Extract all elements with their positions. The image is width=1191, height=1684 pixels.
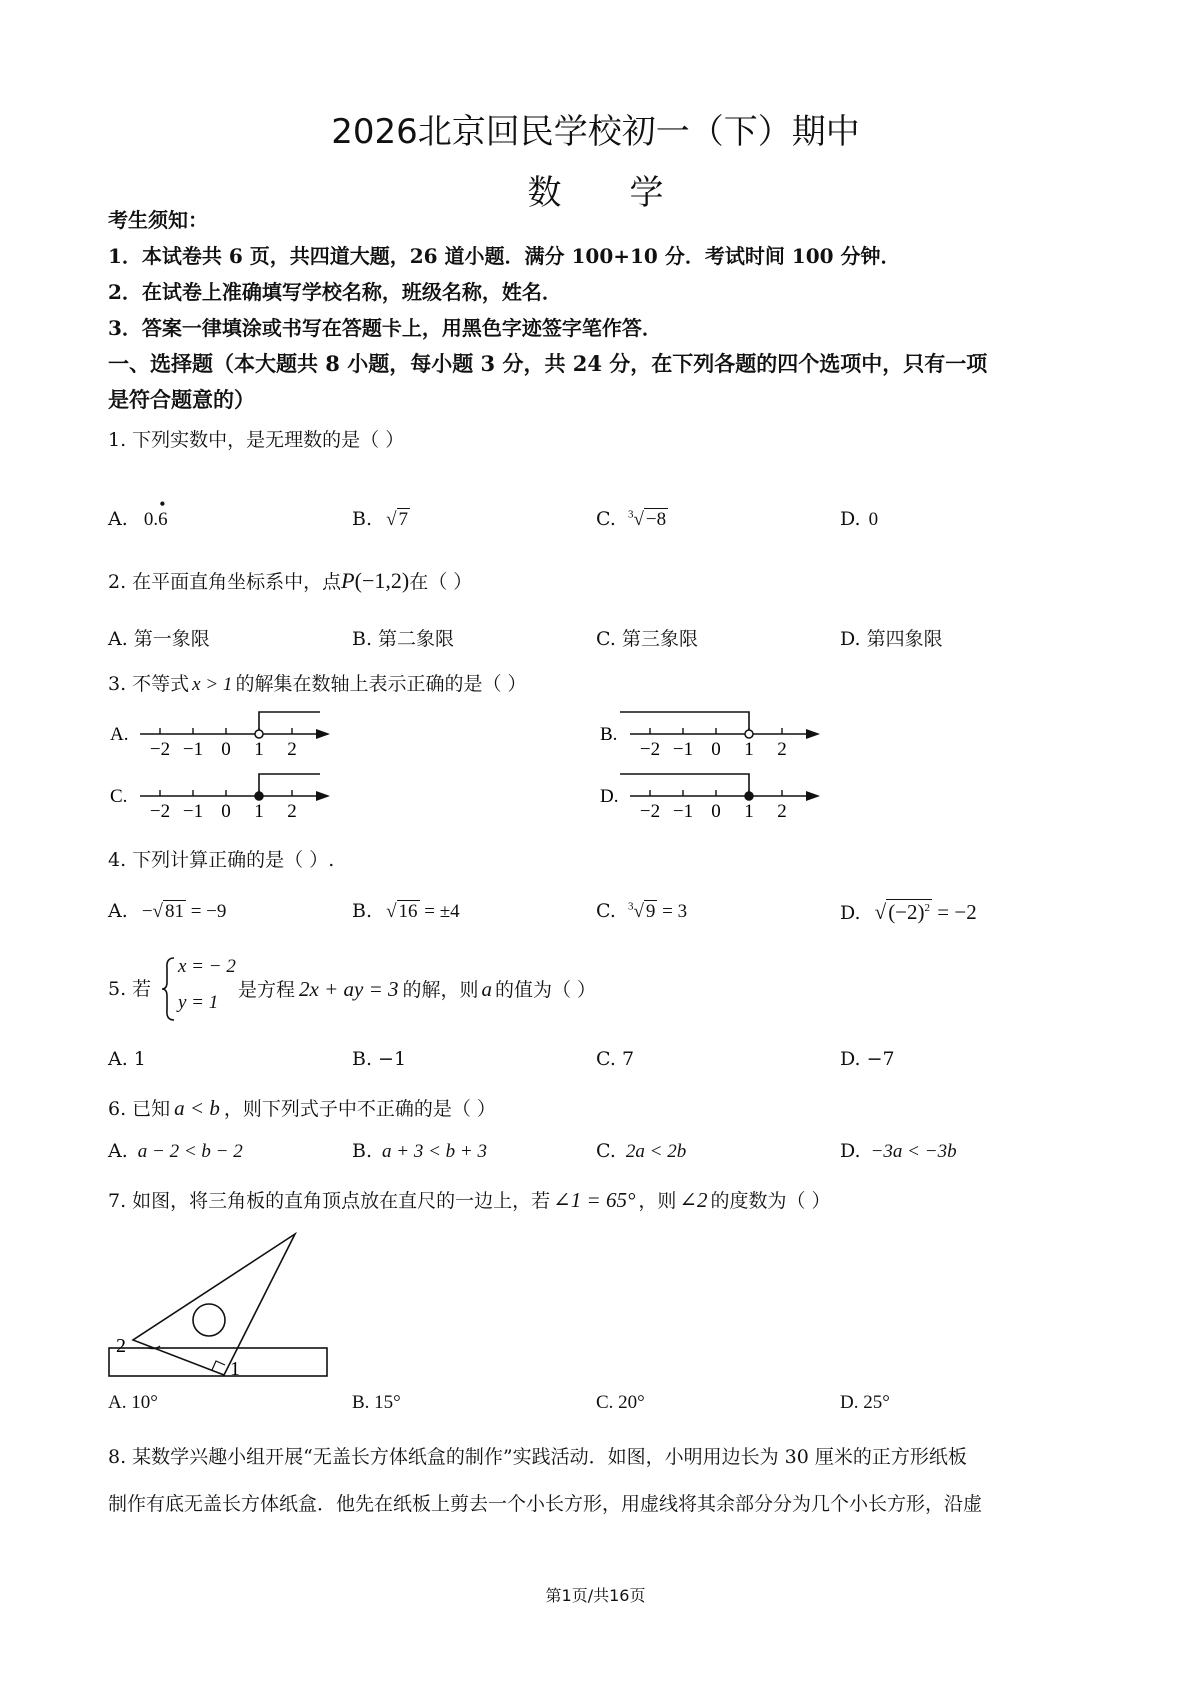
- repeating-decimal: 0.6: [143, 509, 168, 530]
- tick-label: −2: [639, 739, 661, 760]
- open-dot-icon: [255, 730, 263, 738]
- q2-option-b: B. 第二象限: [352, 628, 455, 650]
- q7-stem: [108, 1186, 831, 1215]
- q3-option-d-label: D.: [600, 786, 619, 807]
- axis-arrow-icon: [316, 729, 330, 739]
- q6-option-a: [108, 1140, 243, 1163]
- q5-option-b: B. −1: [352, 1048, 407, 1070]
- radicand: 16: [398, 901, 418, 922]
- q6-option-d-label: D.: [840, 1140, 861, 1162]
- axis-arrow-icon: [806, 729, 820, 739]
- angle-2: ∠2: [679, 1188, 708, 1212]
- tick-label: 1: [744, 801, 754, 822]
- q3-stem: [108, 670, 526, 699]
- q6-option-c: [596, 1140, 686, 1163]
- q4-option-a-expr: −√ 81 = −9: [141, 901, 227, 922]
- q8-stem-line-1: 8. 某数学兴趣小组开展“无盖长方体纸盒的制作”实践活动．如图，小明用边长为 30 厘米的正方形纸板: [108, 1446, 967, 1468]
- q5-option-c: C. 7: [596, 1048, 635, 1070]
- system-brace-icon: [160, 956, 176, 1022]
- axis-arrow-icon: [316, 791, 330, 801]
- q2-stem-pre: 2. 在平面直角坐标系中，点: [108, 571, 342, 593]
- q3-stem-post: 的解集在数轴上表示正确的是（ ）: [235, 673, 527, 695]
- subject-char-2: 学: [629, 173, 664, 213]
- q7-option-d: D. 25°: [840, 1392, 890, 1413]
- tick-label: 2: [287, 801, 297, 822]
- q6-option-d-value: −3a < −3b: [870, 1141, 957, 1162]
- q6-option-b-label: B.: [352, 1140, 373, 1162]
- q4-option-a-label: A.: [108, 900, 128, 922]
- tick-label: −1: [182, 739, 204, 760]
- q4-option-d-expr: $√(-2)^2 = -2$: [874, 900, 977, 924]
- q1-option-c-label: C.: [596, 508, 616, 530]
- q5-stem-post-b: 的值为（ ）: [495, 979, 597, 1001]
- notice-item-3: 3．答案一律填涂或书写在答题卡上，用黑色字迹签字笔作答．: [108, 316, 662, 340]
- root-index: 3: [627, 900, 634, 913]
- q1-stem: 1. 下列实数中，是无理数的是（ ）: [108, 429, 405, 451]
- q7-option-a: A. 10°: [108, 1392, 158, 1413]
- q4-option-b: [352, 900, 460, 923]
- tick-label: 0: [221, 801, 231, 822]
- tick-label: 2: [777, 801, 787, 822]
- tick-label: 0: [711, 801, 721, 822]
- q6-option-b-value: a + 3 < b + 3: [382, 1141, 487, 1162]
- q4-option-b-result: = ±4: [419, 901, 460, 922]
- tick-label: −2: [149, 801, 171, 822]
- q4-option-b-expr: √ 16 = ±4: [386, 901, 460, 922]
- root-index: 3: [627, 508, 634, 521]
- triangle-hole-icon: [193, 1304, 225, 1336]
- q5-num: 5. 若: [108, 978, 152, 1000]
- angle-1-label: 1: [230, 1358, 240, 1380]
- q4-option-d: [840, 900, 977, 925]
- tick-label: 1: [744, 739, 754, 760]
- radicand: 9: [645, 901, 656, 922]
- radicand: [886, 899, 932, 924]
- q5-stem-mid: 是方程: [238, 979, 296, 1001]
- cube-root-expression: $^3$√ −8: [627, 508, 667, 530]
- radicand: 81: [164, 901, 184, 922]
- q4-option-a: [108, 900, 226, 923]
- q8-stem-line-2: 制作有底无盖长方体纸盒．他先在纸板上剪去一个小长方形，用虚线将其余部分分为几个小长方形，沿虚: [108, 1493, 983, 1515]
- q3-stem-pre: 3. 不等式: [108, 673, 190, 695]
- section-1-heading: 一、选择题（本大题共 8 小题，每小题 3 分，共 24 分，在下列各题的四个选项中，只有一项: [108, 351, 988, 376]
- q4-option-c: [596, 900, 687, 923]
- closed-dot-icon: [745, 792, 753, 800]
- point-name: P: [341, 568, 355, 593]
- right-angle-mark-icon: [212, 1361, 225, 1370]
- radicand: −8: [645, 509, 667, 530]
- system-eq-2: y = 1: [178, 992, 219, 1013]
- q3-option-b-label: B.: [600, 724, 618, 745]
- q5-option-d: D. −7: [840, 1048, 895, 1070]
- tick-label: −1: [672, 739, 694, 760]
- q1-option-a: [108, 494, 168, 531]
- q2-stem-post: 在（ ）: [409, 571, 473, 593]
- q6-option-a-label: A.: [108, 1140, 128, 1162]
- q1-option-b-label: B.: [352, 508, 373, 530]
- q1-option-d: [840, 508, 878, 531]
- closed-dot-icon: [255, 792, 263, 800]
- q2-stem: [108, 567, 472, 596]
- q1-option-d-value: 0: [868, 509, 879, 530]
- solution-ray: [259, 774, 320, 796]
- axis-arrow-icon: [806, 791, 820, 801]
- tick-label: 2: [287, 739, 297, 760]
- q7-option-c: C. 20°: [596, 1392, 645, 1413]
- condition: a < b: [174, 1096, 220, 1120]
- point-coords: (−1,2): [354, 568, 410, 593]
- repeat-dot-icon: •: [159, 494, 166, 514]
- q2-option-d: D. 第四象限: [840, 628, 943, 650]
- q6-option-a-value: a − 2 < b − 2: [137, 1141, 243, 1162]
- q1-option-d-label: D.: [840, 508, 861, 530]
- q4-stem: 4. 下列计算正确的是（ ）.: [108, 849, 335, 871]
- q3-option-a-label: A.: [110, 724, 129, 745]
- q7-figure: [100, 1224, 340, 1390]
- tick-label: 1: [254, 739, 264, 760]
- q4-option-b-label: B.: [352, 900, 373, 922]
- system-eq-1: x = − 2: [178, 956, 236, 977]
- variable-a: a: [481, 977, 493, 1001]
- q6-option-d: [840, 1140, 957, 1163]
- q7-stem-mid: ，则: [638, 1190, 677, 1212]
- tick-label: 0: [221, 739, 231, 760]
- q4-option-c-result: = 3: [657, 901, 688, 922]
- q6-option-b: [352, 1140, 487, 1163]
- tick-label: −2: [639, 801, 661, 822]
- q4-option-c-label: C.: [596, 900, 616, 922]
- q1-option-c: [596, 508, 668, 531]
- q5-option-a: A. 1: [108, 1048, 146, 1070]
- tick-label: −1: [182, 801, 204, 822]
- notice-item-1: 1．本试卷共 6 页，共四道大题，26 道小题．满分 100+10 分．考试时间 100 分钟．: [108, 244, 901, 268]
- inequality: x > 1: [192, 674, 233, 695]
- tick-label: 1: [254, 801, 264, 822]
- solution-ray: [259, 712, 320, 734]
- q6-option-c-label: C.: [596, 1140, 616, 1162]
- q2-option-a: A. 第一象限: [108, 628, 210, 650]
- q4-option-c-expr: $^3$√ 9 = 3: [627, 900, 688, 922]
- q6-stem-post: ，则下列式子中不正确的是（ ）: [223, 1098, 496, 1120]
- angle-1: ∠1 = 65°: [553, 1188, 636, 1212]
- exam-title: 2026北京回民学校初一（下）期中: [331, 112, 860, 152]
- base: (−2): [888, 900, 925, 924]
- q4-option-a-result: = −9: [185, 901, 227, 922]
- notice-item-2: 2．在试卷上准确填写学校名称，班级名称，姓名．: [108, 280, 562, 304]
- tick-label: −2: [149, 739, 171, 760]
- solution-ray: [620, 712, 749, 734]
- tick-label: −1: [672, 801, 694, 822]
- page-number: 第1页/共16页: [545, 1586, 646, 1605]
- q6-stem: [108, 1094, 496, 1123]
- q4-option-d-label: D.: [840, 902, 861, 924]
- q1-option-a-value: [143, 494, 168, 530]
- notice-heading: 考生须知：: [108, 208, 208, 232]
- section-1-heading-cont: 是符合题意的）: [108, 387, 255, 412]
- radicand: 7: [398, 509, 408, 530]
- q3-number-lines: [100, 700, 860, 830]
- q5-stem-rest: [238, 975, 596, 1002]
- q2-option-c: C. 第三象限: [596, 628, 698, 650]
- open-dot-icon: [745, 730, 753, 738]
- q6-stem-pre: 6. 已知: [108, 1098, 171, 1120]
- equation: 2x + ay = 3: [299, 977, 399, 1001]
- exponent: 2: [924, 902, 931, 914]
- subject-char-1: 数: [527, 173, 562, 213]
- q5-stem-post-a: 的解，则: [402, 979, 479, 1001]
- q6-option-c-value: 2a < 2b: [625, 1141, 687, 1162]
- solution-ray: [620, 774, 749, 796]
- tick-label: 0: [711, 739, 721, 760]
- tick-label: 2: [777, 739, 787, 760]
- sqrt-expression: √ 7: [386, 509, 408, 530]
- q7-stem-pre: 7. 如图，将三角板的直角顶点放在直尺的一边上，若: [108, 1190, 551, 1212]
- q1-option-a-label: A.: [108, 508, 128, 530]
- q3-option-c-label: C.: [110, 786, 128, 807]
- q4-option-d-result: = −2: [932, 900, 977, 924]
- angle-2-label: 2: [116, 1335, 126, 1357]
- q1-option-b: [352, 508, 410, 531]
- q7-option-b: B. 15°: [352, 1392, 401, 1413]
- q7-stem-post: 的度数为（ ）: [710, 1190, 831, 1212]
